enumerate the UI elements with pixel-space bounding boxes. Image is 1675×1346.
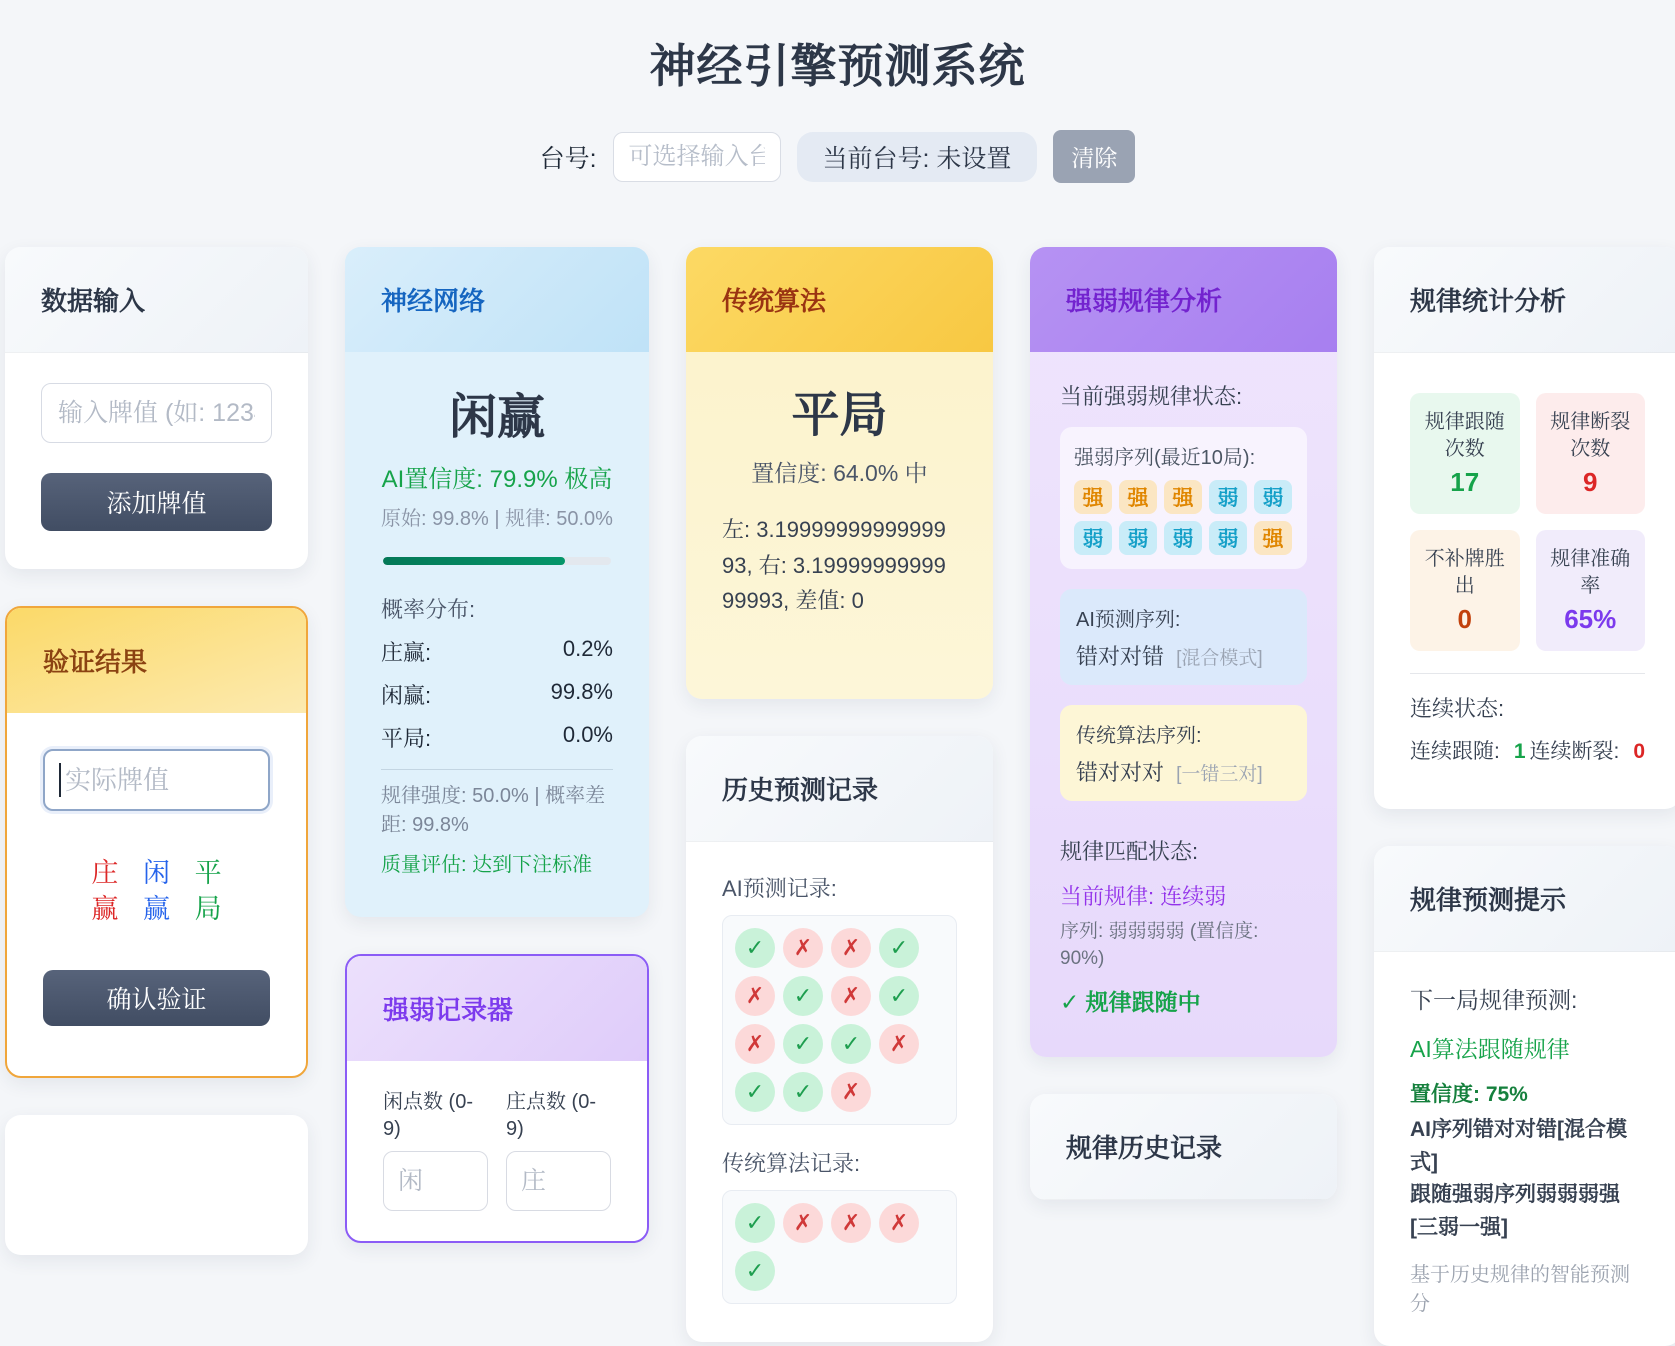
page-title: 神经引擎预测系统	[649, 40, 1026, 92]
stat-value: 65%	[1564, 604, 1617, 634]
result-icon: ✗	[783, 928, 823, 968]
ai-records-label: AI预测记录:	[722, 876, 837, 901]
traditional-prediction: 平局	[791, 389, 888, 442]
pattern-stats-card	[1374, 247, 1675, 809]
recorder-field	[383, 1089, 488, 1211]
hint-prediction: AI算法跟随规律	[1410, 1036, 1570, 1062]
history-card-title: 历史预测记录	[686, 736, 993, 842]
streak-pair-label: 连续跟随:	[1410, 740, 1500, 763]
strong-weak-badge: 强	[1074, 480, 1112, 514]
result-icon: ✓	[879, 928, 919, 968]
probability-rows	[381, 636, 613, 753]
stat-box	[1410, 530, 1520, 651]
result-icon: ✗	[831, 928, 871, 968]
stat-label: 不补牌胜出	[1424, 548, 1505, 597]
traditional-algorithm-card	[686, 247, 993, 699]
confirm-verify-button[interactable]: 确认验证	[43, 970, 270, 1026]
match-status-label: 规律匹配状态:	[1060, 839, 1199, 864]
text-cursor	[59, 763, 61, 797]
result-icon: ✓	[735, 1072, 775, 1112]
probability-title: 概率分布:	[381, 597, 476, 622]
stats-card-body	[1374, 353, 1675, 809]
neural-network-card	[345, 247, 649, 917]
strong-weak-badge: 强	[1119, 480, 1157, 514]
probability-value: 99.8%	[550, 679, 613, 704]
traditional-sequence-text: 错对对对	[1076, 760, 1165, 785]
strong-weak-badge: 弱	[1209, 521, 1247, 555]
confidence-progress-bar	[383, 557, 611, 565]
column-5	[1374, 247, 1675, 1346]
divider	[1410, 673, 1645, 674]
neural-confidence: AI置信度: 79.9% 极高	[381, 466, 613, 493]
verify-card-title: 验证结果	[7, 608, 306, 713]
next-round-label: 下一局规律预测:	[1410, 987, 1578, 1013]
divider	[381, 769, 613, 770]
current-table-badge: 当前台号: 未设置	[797, 132, 1038, 182]
strong-weak-badges	[1074, 480, 1293, 555]
hint-card-body	[1374, 952, 1675, 1346]
history-records-card	[686, 736, 993, 1342]
main-grid	[5, 247, 1675, 1346]
result-icon: ✓	[783, 1072, 823, 1112]
traditional-sequence-value	[1076, 756, 1291, 787]
traditional-confidence: 置信度: 64.0% 中	[751, 460, 928, 486]
traditional-sequence-tag: [一错三对]	[1176, 764, 1263, 785]
strong-weak-recorder-card	[345, 954, 649, 1243]
column-2	[345, 247, 649, 1243]
strong-weak-badge: 强	[1164, 480, 1202, 514]
stat-grid	[1410, 393, 1645, 651]
pattern-analysis-card	[1030, 247, 1337, 1057]
probability-value: 0.0%	[562, 722, 613, 747]
ai-sequence-text: 错对对错	[1076, 644, 1165, 669]
traditional-detail: 左: 3.1999999999999993, 右: 3.1999999999999993, 差值: 0	[722, 517, 946, 614]
column-1	[5, 247, 308, 1255]
ai-sequence-tag: [混合模式]	[1176, 648, 1263, 669]
traditional-sequence-panel	[1060, 705, 1307, 801]
result-icon: ✗	[831, 976, 871, 1016]
streak-row	[1410, 735, 1645, 765]
recorder-card-title: 强弱记录器	[347, 956, 647, 1061]
recorder-field	[506, 1089, 611, 1211]
probability-value: 0.2%	[562, 636, 613, 661]
pattern-card-body	[1030, 352, 1337, 1057]
pattern-card-title: 强弱规律分析	[1030, 247, 1337, 352]
result-icon: ✗	[879, 1203, 919, 1243]
history-card-body	[686, 842, 993, 1342]
result-icon: ✗	[735, 976, 775, 1016]
sequence-panel-label: 强弱序列(最近10局):	[1074, 447, 1256, 469]
streak-pair-label: 连续断裂:	[1529, 740, 1620, 763]
streak-status-label: 连续状态:	[1410, 696, 1505, 721]
pattern-history-card	[1030, 1094, 1337, 1200]
current-rule: 当前规律: 连续弱	[1060, 884, 1227, 909]
probability-row	[381, 722, 613, 753]
quality-assessment-line: 质量评估: 达到下注标准	[381, 854, 593, 876]
verify-option-button[interactable]: 庄赢	[79, 855, 131, 928]
card-value-input[interactable]	[41, 383, 272, 443]
table-bar	[0, 130, 1675, 183]
partial-card-stub	[5, 1115, 308, 1255]
verify-result-card	[5, 606, 308, 1078]
recorder-field-input[interactable]	[383, 1151, 488, 1211]
ai-sequence-value	[1076, 640, 1291, 671]
result-icon: ✓	[735, 928, 775, 968]
traditional-card-body	[686, 352, 993, 655]
streak-pair	[1529, 735, 1645, 765]
strong-weak-badge: 弱	[1119, 521, 1157, 555]
strong-weak-badge: 弱	[1074, 521, 1112, 555]
stat-value: 0	[1457, 604, 1472, 634]
strong-weak-badge: 弱	[1254, 480, 1292, 514]
traditional-records-grid	[722, 1190, 957, 1304]
neural-card-title: 神经网络	[345, 247, 649, 352]
clear-table-button[interactable]: 清除	[1053, 130, 1135, 183]
verify-card-body	[7, 713, 306, 1076]
traditional-records-label: 传统算法记录:	[722, 1151, 861, 1176]
verify-option-button[interactable]: 闲赢	[131, 855, 183, 928]
probability-label: 平局:	[381, 726, 432, 751]
probability-row	[381, 636, 613, 667]
confidence-progress-fill	[383, 557, 565, 565]
actual-value-input[interactable]	[43, 749, 270, 811]
add-card-value-button[interactable]: 添加牌值	[41, 473, 272, 531]
neural-prediction: 闲赢	[448, 391, 545, 444]
result-icon: ✓	[879, 976, 919, 1016]
hint-detail	[1410, 1114, 1645, 1244]
stats-card-title: 规律统计分析	[1374, 247, 1675, 353]
result-icon: ✓	[783, 1024, 823, 1064]
probability-label: 庄赢:	[381, 640, 432, 665]
stat-box	[1536, 393, 1646, 514]
result-icon: ✗	[735, 1024, 775, 1064]
stat-label: 规律断裂次数	[1550, 411, 1631, 460]
probability-row	[381, 679, 613, 710]
strong-weak-badge: 弱	[1164, 521, 1202, 555]
stat-value: 17	[1450, 467, 1480, 497]
streak-pair-value: 1	[1513, 740, 1526, 763]
follow-status: ✓ 规律跟随中	[1060, 989, 1201, 1016]
ai-records-grid	[722, 915, 957, 1125]
result-icon: ✗	[783, 1203, 823, 1243]
result-icon: ✗	[879, 1024, 919, 1064]
data-input-card-title: 数据输入	[5, 247, 308, 353]
streak-pair-value: 0	[1633, 740, 1645, 763]
pattern-strength-line: 规律强度: 50.0% | 概率差距: 99.8%	[381, 785, 606, 836]
streak-pair	[1410, 735, 1526, 765]
traditional-card-title: 传统算法	[686, 247, 993, 352]
verify-option-button[interactable]: 平局	[182, 855, 234, 928]
traditional-sequence-label: 传统算法序列:	[1076, 725, 1202, 747]
recorder-field-label: 庄点数 (0-9)	[506, 1091, 596, 1140]
app	[0, 30, 1675, 1316]
strong-weak-badge: 弱	[1209, 480, 1247, 514]
result-icon: ✓	[831, 1024, 871, 1064]
pattern-hint-card	[1374, 846, 1675, 1346]
stat-value: 9	[1583, 467, 1598, 497]
table-number-label: 台号:	[539, 144, 597, 173]
verify-options	[43, 855, 270, 928]
hint-note: 基于历史规律的智能预测分	[1410, 1264, 1630, 1316]
result-icon: ✗	[831, 1072, 871, 1112]
pattern-status-label: 当前强弱规律状态:	[1060, 384, 1243, 409]
result-icon: ✓	[735, 1251, 775, 1291]
data-input-card	[5, 247, 308, 569]
actual-value-field	[43, 749, 270, 811]
stat-label: 规律准确率	[1550, 548, 1631, 597]
neural-raw-detail: 原始: 99.8% | 规律: 50.0%	[381, 508, 613, 530]
ai-sequence-panel	[1060, 589, 1307, 685]
column-3	[686, 247, 993, 1342]
rule-sequence-line: 序列: 弱弱弱弱 (置信度: 90%)	[1060, 921, 1259, 969]
table-number-input[interactable]	[613, 132, 781, 182]
column-4	[1030, 247, 1337, 1200]
stat-box	[1536, 530, 1646, 651]
data-input-card-body	[5, 353, 308, 569]
hint-confidence: 置信度: 75%	[1410, 1083, 1528, 1106]
hint-card-title: 规律预测提示	[1374, 846, 1675, 952]
stat-box	[1410, 393, 1520, 514]
strong-weak-badge: 强	[1254, 521, 1292, 555]
ai-sequence-label: AI预测序列:	[1076, 609, 1181, 631]
probability-label: 闲赢:	[381, 683, 432, 708]
result-icon: ✓	[783, 976, 823, 1016]
hint-detail-line: AI序列错对对错[混合模式]	[1410, 1118, 1627, 1174]
stat-label: 规律跟随次数	[1424, 411, 1505, 460]
hint-detail-line: 跟随强弱序列弱弱弱强[三弱一强]	[1410, 1183, 1620, 1239]
neural-card-body	[345, 352, 649, 917]
strong-weak-sequence-panel	[1060, 427, 1307, 569]
pattern-history-title: 规律历史记录	[1030, 1094, 1337, 1200]
result-icon: ✓	[735, 1203, 775, 1243]
result-icon: ✗	[831, 1203, 871, 1243]
recorder-field-label: 闲点数 (0-9)	[383, 1091, 473, 1140]
recorder-card-body	[347, 1061, 647, 1241]
recorder-field-input[interactable]	[506, 1151, 611, 1211]
